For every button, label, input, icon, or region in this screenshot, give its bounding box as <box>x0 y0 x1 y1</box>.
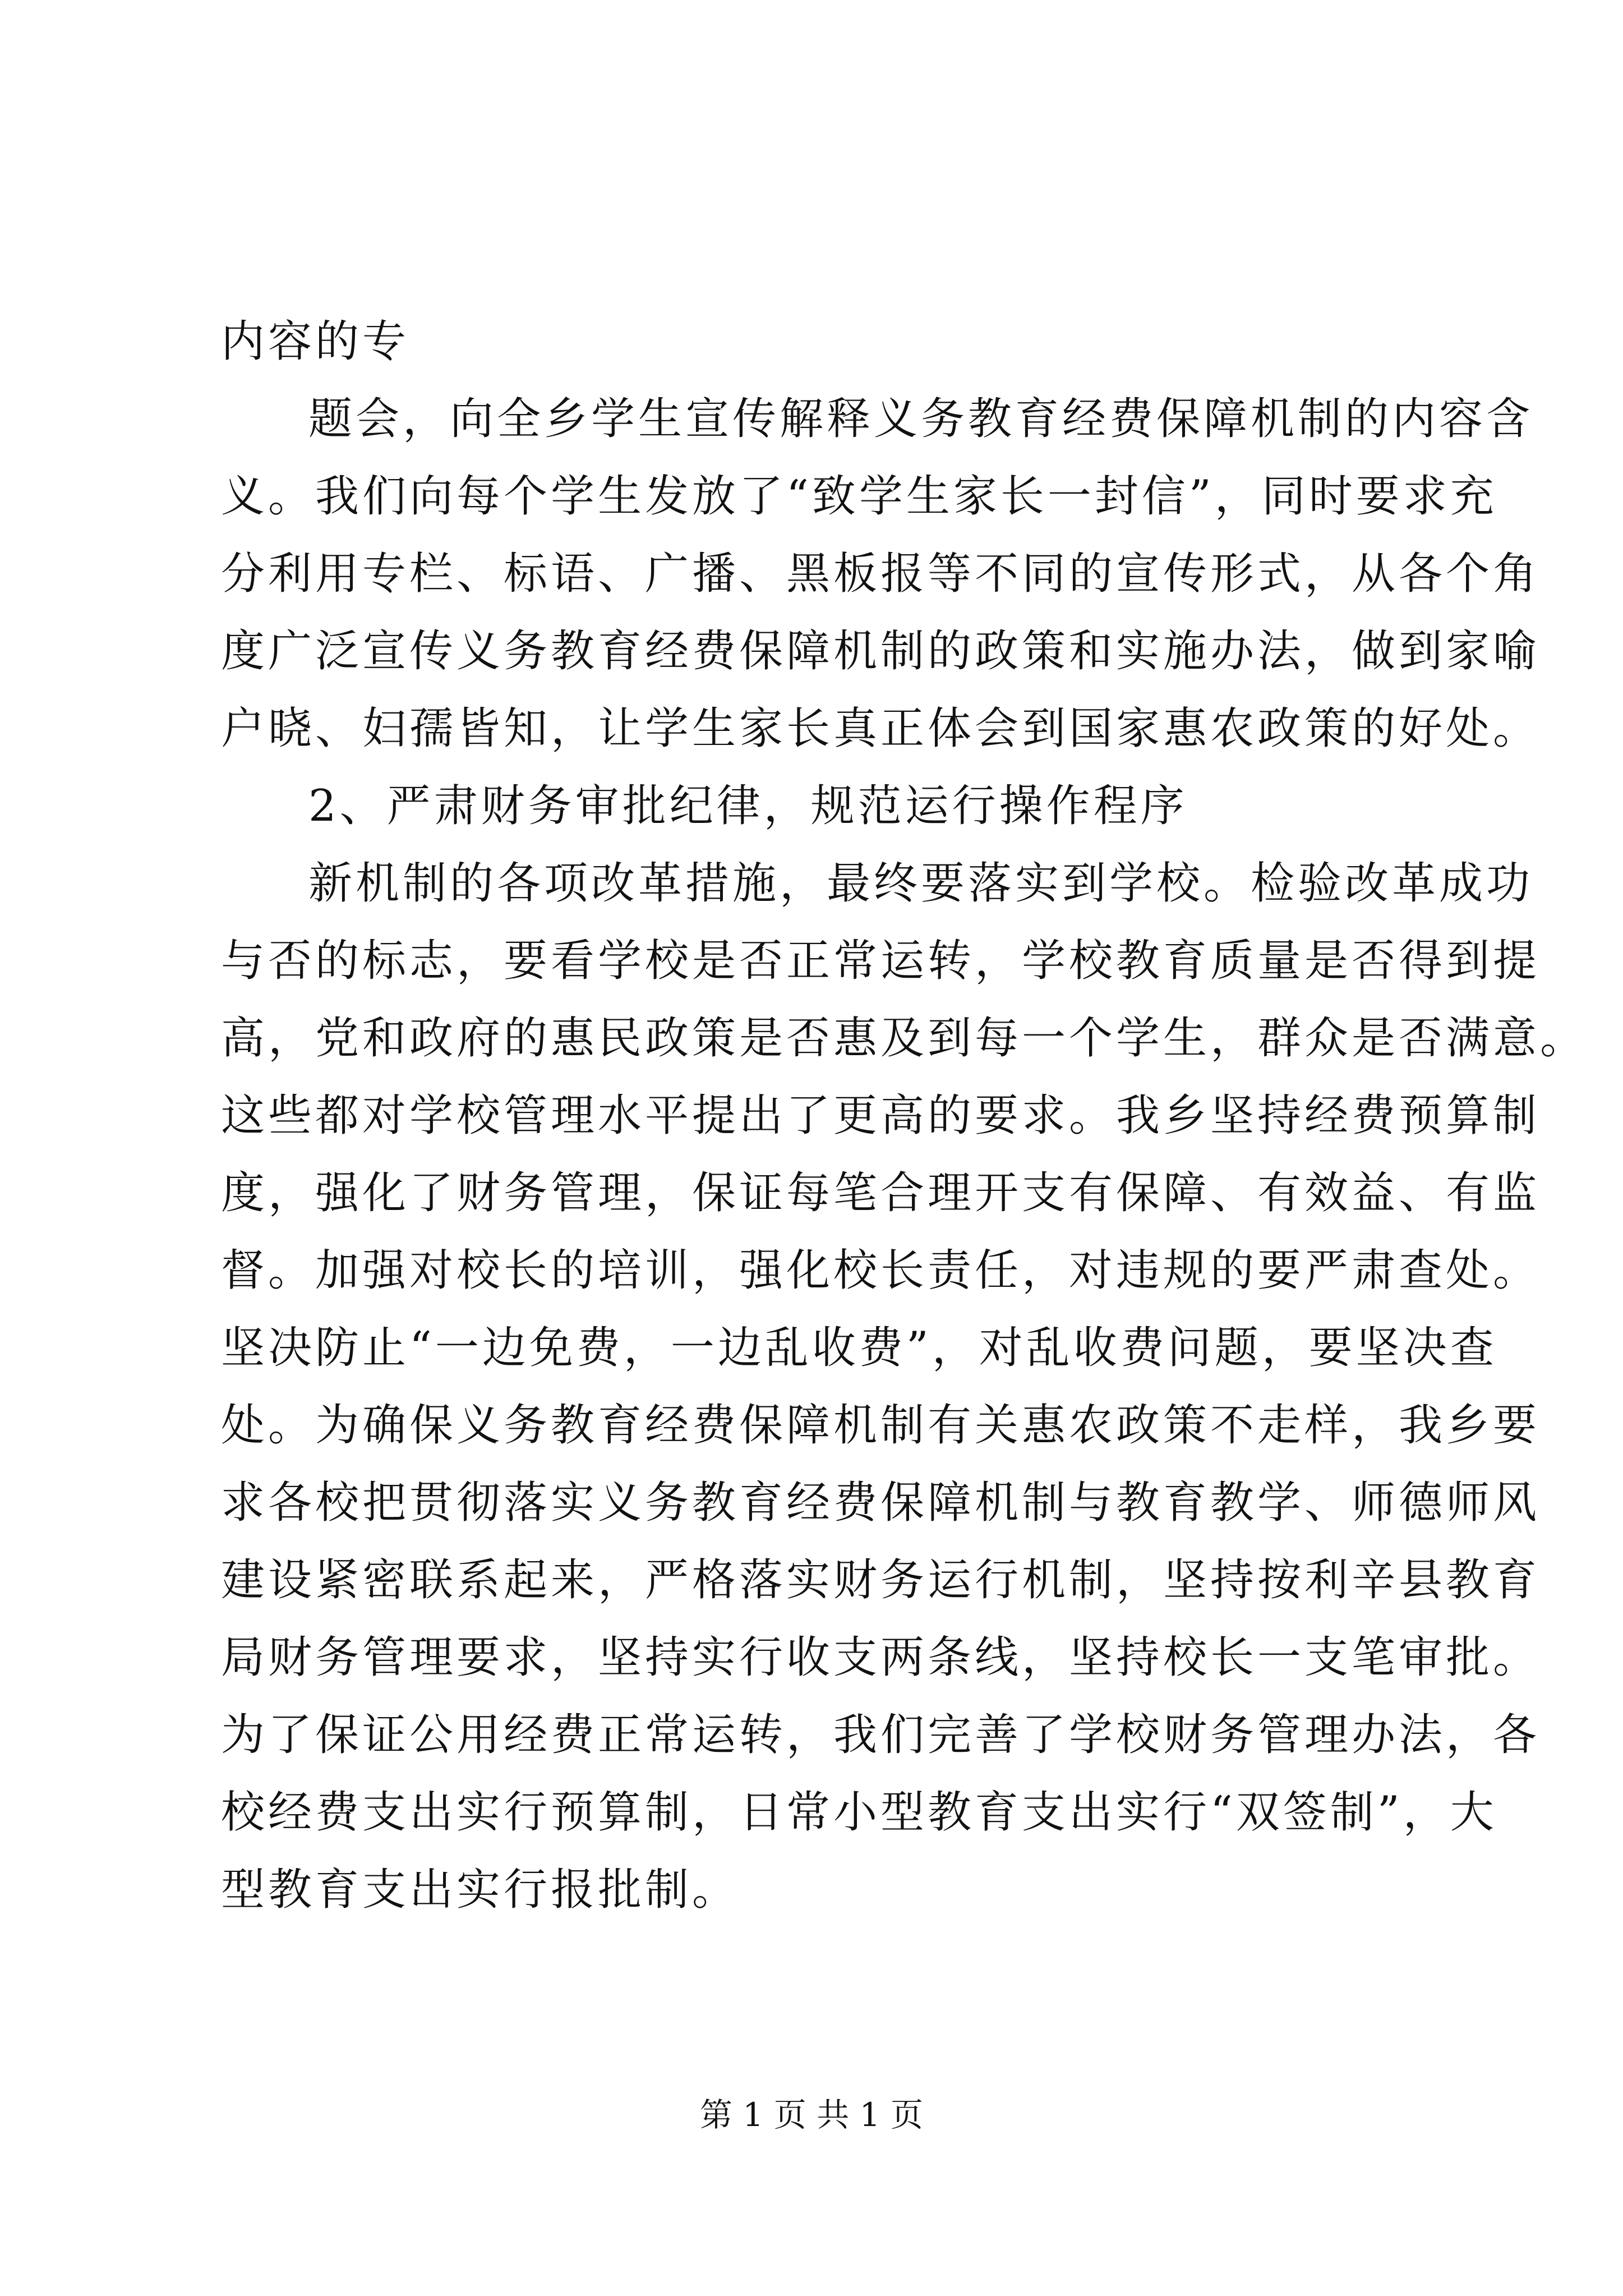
text-line: 与否的标志，要看学校是否正常运转，学校教育质量是否得到提 <box>221 936 1541 986</box>
paragraph-start-line: 新机制的各项改革措施，最终要落实到学校。检验改革成功 <box>308 858 1534 909</box>
text-line: 义。我们向每个学生发放了“致学生家长一封信”，同时要求充 <box>221 471 1497 522</box>
paragraph-start-line: 题会，向全乡学生宣传解释义务教育经费保障机制的内容含 <box>308 394 1534 444</box>
text-line: 型教育支出实行报批制。 <box>221 1865 740 1915</box>
section-heading: 2、严肃财务审批纪律，规范运行操作程序 <box>308 781 1188 831</box>
text-line: 处。为确保义务教育经费保障机制有关惠农政策不走样，我乡要 <box>221 1400 1541 1451</box>
text-line: 督。加强对校长的培训，强化校长责任，对违规的要严肃查处。 <box>221 1245 1541 1296</box>
text-line: 度，强化了财务管理，保证每笔合理开支有保障、有效益、有监 <box>221 1168 1541 1218</box>
text-line: 这些都对学校管理水平提出了更高的要求。我乡坚持经费预算制 <box>221 1091 1541 1141</box>
text-line: 求各校把贯彻落实义务教育经费保障机制与教育教学、师德师风 <box>221 1478 1541 1528</box>
page-number-footer: 第 1 页 共 1 页 <box>700 2096 923 2134</box>
text-line: 局财务管理要求，坚持实行收支两条线，坚持校长一支笔审批。 <box>221 1632 1541 1683</box>
text-line: 高，党和政府的惠民政策是否惠及到每一个学生，群众是否满意。 <box>221 1013 1588 1064</box>
text-line: 内容的专 <box>221 316 410 367</box>
body-text <box>221 303 1588 1929</box>
text-line: 度广泛宣传义务教育经费保障机制的政策和实施办法，做到家喻 <box>221 626 1541 677</box>
text-line: 建设紧密联系起来，严格落实财务运行机制，坚持按利辛县教育 <box>221 1555 1541 1605</box>
text-line: 为了保证公用经费正常运转，我们完善了学校财务管理办法，各 <box>221 1710 1541 1760</box>
text-line: 分利用专栏、标语、广播、黑板报等不同的宣传形式，从各个角 <box>221 549 1541 599</box>
text-line: 校经费支出实行预算制，日常小型教育支出实行“双签制”，大 <box>221 1787 1497 1838</box>
text-line: 户晓、妇孺皆知，让学生家长真正体会到国家惠农政策的好处。 <box>221 703 1541 754</box>
text-line: 坚决防止“一边免费，一边乱收费”，对乱收费问题，要坚决查 <box>221 1323 1497 1373</box>
